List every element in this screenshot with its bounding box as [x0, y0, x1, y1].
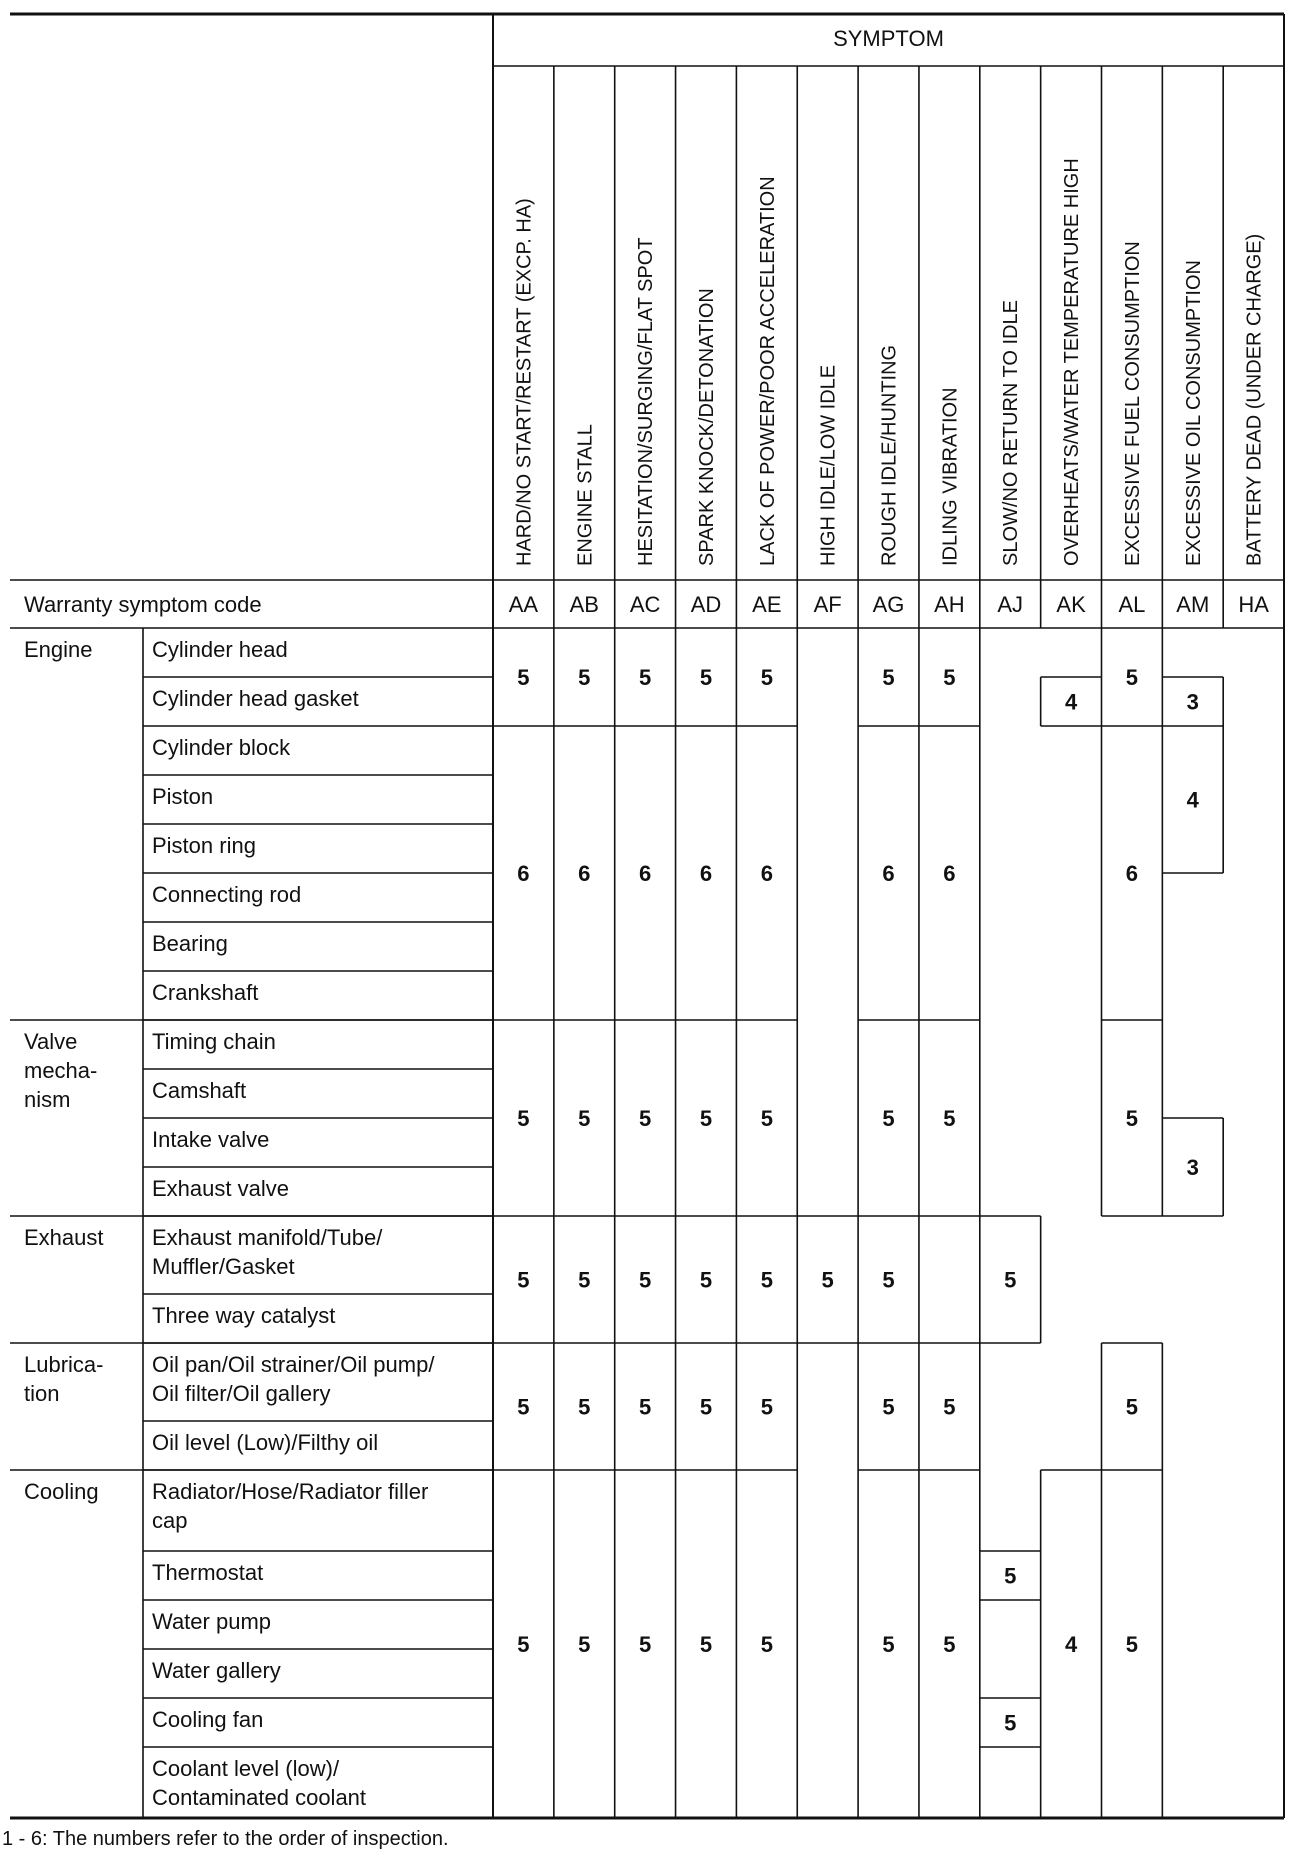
inspection-order-value: 5 [943, 1632, 956, 1657]
inspection-order-value: 5 [699, 1267, 713, 1293]
symptom-header: IDLING VIBRATION [939, 387, 962, 566]
inspection-order-value: 5 [639, 1632, 652, 1657]
inspection-order-value: 6 [578, 861, 591, 886]
inspection-order-value: 5 [760, 1267, 773, 1293]
inspection-order-value: 5 [760, 1106, 773, 1131]
component-label: Oil level (Low)/Filthy oil [152, 1430, 379, 1455]
component-label: Thermostat [152, 1560, 264, 1585]
inspection-order-value: 5 [639, 1394, 652, 1420]
inspection-order-value: 5 [1125, 665, 1139, 690]
component-label: Three way catalyst [152, 1303, 336, 1328]
inspection-order-value: 5 [882, 1106, 895, 1131]
inspection-order-value: 5 [699, 1394, 713, 1420]
group-label: Valve [24, 1029, 78, 1054]
symptom-title: SYMPTOM [833, 26, 944, 51]
symptom-code: AK [1056, 592, 1086, 617]
symptom-code: AL [1118, 592, 1146, 617]
inspection-order-value: 6 [639, 861, 652, 886]
inspection-order-value: 5 [1125, 1106, 1139, 1131]
group-label: mecha- [24, 1058, 98, 1083]
inspection-order-value: 5 [639, 1267, 652, 1293]
inspection-order-value: 4 [1064, 689, 1078, 715]
component-label: Camshaft [152, 1078, 247, 1103]
component-label: Connecting rod [152, 882, 302, 907]
inspection-order-value: 5 [517, 1106, 530, 1131]
inspection-order-value: 5 [821, 1267, 834, 1293]
symptom-code: AE [752, 592, 782, 617]
inspection-order-value: 5 [699, 1106, 713, 1131]
symptom-code: AH [934, 592, 965, 617]
symptom-code: AA [508, 592, 539, 617]
inspection-order-value: 5 [882, 1394, 895, 1420]
symptom-header: EXCESSIVE FUEL CONSUMPTION [1121, 241, 1144, 566]
symptom-code: AF [813, 592, 842, 617]
component-label: Intake valve [152, 1127, 270, 1152]
inspection-order-value: 5 [699, 1632, 713, 1657]
inspection-order-value: 6 [699, 861, 713, 886]
symptom-code: HA [1238, 592, 1269, 617]
inspection-order-value: 6 [1125, 861, 1139, 886]
component-label: Timing chain [152, 1029, 276, 1054]
component-label: Radiator/Hose/Radiator filler [152, 1479, 429, 1504]
symptom-code: AD [690, 592, 722, 617]
group-label: Engine [24, 637, 93, 662]
inspection-order-value: 5 [943, 665, 956, 690]
group-label: tion [24, 1381, 60, 1406]
inspection-order-value: 4 [1064, 1632, 1078, 1657]
inspection-order-value: 5 [517, 1394, 530, 1420]
symptom-header: EXCESSIVE OIL CONSUMPTION [1182, 260, 1205, 566]
inspection-order-value: 5 [943, 1394, 956, 1420]
inspection-order-value: 5 [639, 1106, 652, 1131]
inspection-order-value: 5 [1004, 1563, 1017, 1589]
inspection-order-value: 5 [882, 665, 895, 690]
inspection-order-value: 5 [760, 665, 773, 690]
component-label: Water gallery [152, 1658, 281, 1683]
inspection-order-value: 5 [760, 1394, 773, 1420]
component-label: Oil pan/Oil strainer/Oil pump/ [152, 1352, 435, 1377]
symptom-header: ENGINE STALL [574, 424, 597, 566]
component-label: Coolant level (low)/ [152, 1756, 340, 1781]
footnote: 1 - 6: The numbers refer to the order of inspection. [2, 1828, 449, 1850]
table-texts [24, 26, 1269, 1810]
component-label: Contaminated coolant [152, 1785, 367, 1810]
inspection-order-value: 5 [882, 1267, 895, 1293]
inspection-order-value: 5 [699, 665, 713, 690]
symptom-header: ROUGH IDLE/HUNTING [878, 344, 901, 566]
inspection-order-value: 5 [517, 1632, 530, 1657]
inspection-order-value: 6 [517, 861, 530, 886]
component-label: Cylinder head gasket [152, 686, 359, 711]
inspection-order-value: 5 [517, 1267, 530, 1293]
group-label: Lubrica- [24, 1352, 104, 1377]
inspection-order-value: 5 [639, 665, 652, 690]
inspection-order-value: 5 [1004, 1710, 1017, 1736]
component-label: Bearing [152, 931, 228, 956]
inspection-order-value: 5 [1125, 1632, 1139, 1657]
component-label: Exhaust valve [152, 1176, 289, 1201]
symptom-header: SLOW/NO RETURN TO IDLE [1000, 300, 1023, 566]
warranty-symptom-code-label: Warranty symptom code [24, 592, 262, 617]
symptom-code: AC [629, 592, 661, 617]
inspection-order-value: 3 [1186, 1155, 1199, 1180]
symptom-header: BATTERY DEAD (UNDER CHARGE) [1243, 233, 1266, 566]
symptom-code: AJ [997, 592, 1024, 617]
inspection-order-value: 5 [943, 1106, 956, 1131]
component-label: cap [152, 1508, 188, 1533]
component-label: Cylinder block [152, 735, 291, 760]
group-label: Exhaust [24, 1225, 104, 1250]
inspection-order-value: 6 [760, 861, 773, 886]
inspection-order-value: 5 [517, 665, 530, 690]
inspection-order-value: 6 [882, 861, 895, 886]
group-label: Cooling [24, 1479, 99, 1504]
inspection-order-value: 5 [578, 1394, 591, 1420]
inspection-order-value: 5 [882, 1632, 895, 1657]
component-label: Muffler/Gasket [152, 1254, 295, 1279]
symptom-code: AM [1176, 592, 1210, 617]
inspection-order-value: 5 [1125, 1394, 1139, 1420]
symptom-header: OVERHEATS/WATER TEMPERATURE HIGH [1061, 158, 1084, 566]
inspection-order-value: 5 [578, 1106, 591, 1131]
inspection-order-value: 5 [760, 1632, 773, 1657]
inspection-order-value: 5 [578, 665, 591, 690]
symptom-header: HESITATION/SURGING/FLAT SPOT [635, 237, 658, 566]
component-label: Exhaust manifold/Tube/ [152, 1225, 383, 1250]
symptom-header: HARD/NO START/RESTART (EXCP. HA) [513, 198, 536, 566]
symptom-code: AB [569, 592, 599, 617]
group-label: nism [24, 1087, 71, 1112]
inspection-order-value: 5 [578, 1267, 591, 1293]
inspection-order-value: 6 [943, 861, 956, 886]
symptom-header: LACK OF POWER/POOR ACCELERATION [756, 176, 779, 566]
inspection-order-value: 4 [1186, 787, 1199, 813]
symptom-header: SPARK KNOCK/DETONATION [695, 288, 718, 566]
symptom-header: HIGH IDLE/LOW IDLE [817, 364, 840, 566]
inspection-order-value: 5 [1004, 1267, 1017, 1293]
component-label: Piston ring [152, 833, 256, 858]
inspection-order-value: 3 [1186, 689, 1199, 715]
symptom-code: AG [872, 592, 905, 617]
component-label: Piston [152, 784, 214, 809]
component-label: Water pump [152, 1609, 272, 1634]
inspection-order-value: 5 [578, 1632, 591, 1657]
component-label: Cooling fan [152, 1707, 264, 1732]
component-label: Cylinder head [152, 637, 288, 662]
component-label: Oil filter/Oil gallery [152, 1381, 331, 1406]
component-label: Crankshaft [152, 980, 259, 1005]
